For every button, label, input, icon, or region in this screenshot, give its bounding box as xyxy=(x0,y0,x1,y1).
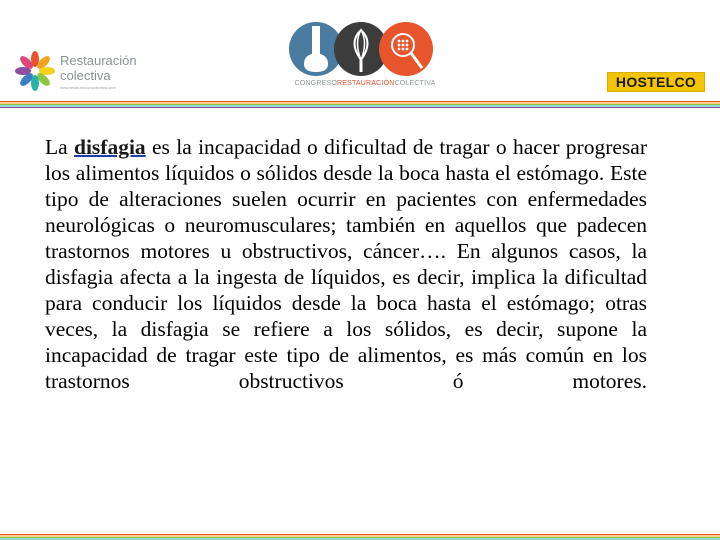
hostelco-logo[interactable] xyxy=(607,72,705,92)
logo-text-line1: Restauración xyxy=(60,53,137,68)
disfagia-link[interactable]: disfagia xyxy=(74,135,146,159)
footer-divider-stripes xyxy=(0,534,720,540)
paragraph-intro: La xyxy=(45,135,74,159)
logo-url: www.restauracioncolectiva.com xyxy=(60,85,116,90)
logo-tagline xyxy=(280,80,450,87)
kitchen-utensils-icon xyxy=(288,20,434,78)
tagline-part3: COLECTIVA xyxy=(394,80,436,87)
header-divider-stripes xyxy=(0,101,720,109)
hostelco-logo-text: HOSTELCO xyxy=(615,74,697,90)
paragraph-body: es la incapacidad o dificultad de tragar o hacer progresar los alimentos líquidos o sólidos desde la boca hasta el estómago. Este tipo de alteraciones suelen ocurrir en pacientes con enfermedades neurológicas o neuromusculares; también en aquellos que padecen trastornos motores u obstructivos, cáncer…. En algunos casos, la disfagia afecta a la ingesta de líquidos, es decir, implica la dificultad para conducir los líquidos desde la boca hasta el estómago; otras veces, la disfagia se refiere a los sólidos, es decir, supone la incapacidad de tragar este tipo de alimentos, es más común en los trastornos obstructivos ó motores. xyxy=(45,135,647,393)
logo-text-line2: colectiva xyxy=(60,68,111,83)
flower-icon xyxy=(14,50,56,92)
tagline-part1: CONGRESO xyxy=(294,80,337,87)
body-paragraph xyxy=(45,134,647,394)
congreso-restauracion-colectiva-logo[interactable] xyxy=(280,20,450,92)
restauracion-colectiva-logo[interactable] xyxy=(14,48,137,96)
tagline-part2: RESTAURACIÓN xyxy=(336,80,395,87)
header xyxy=(0,0,720,110)
